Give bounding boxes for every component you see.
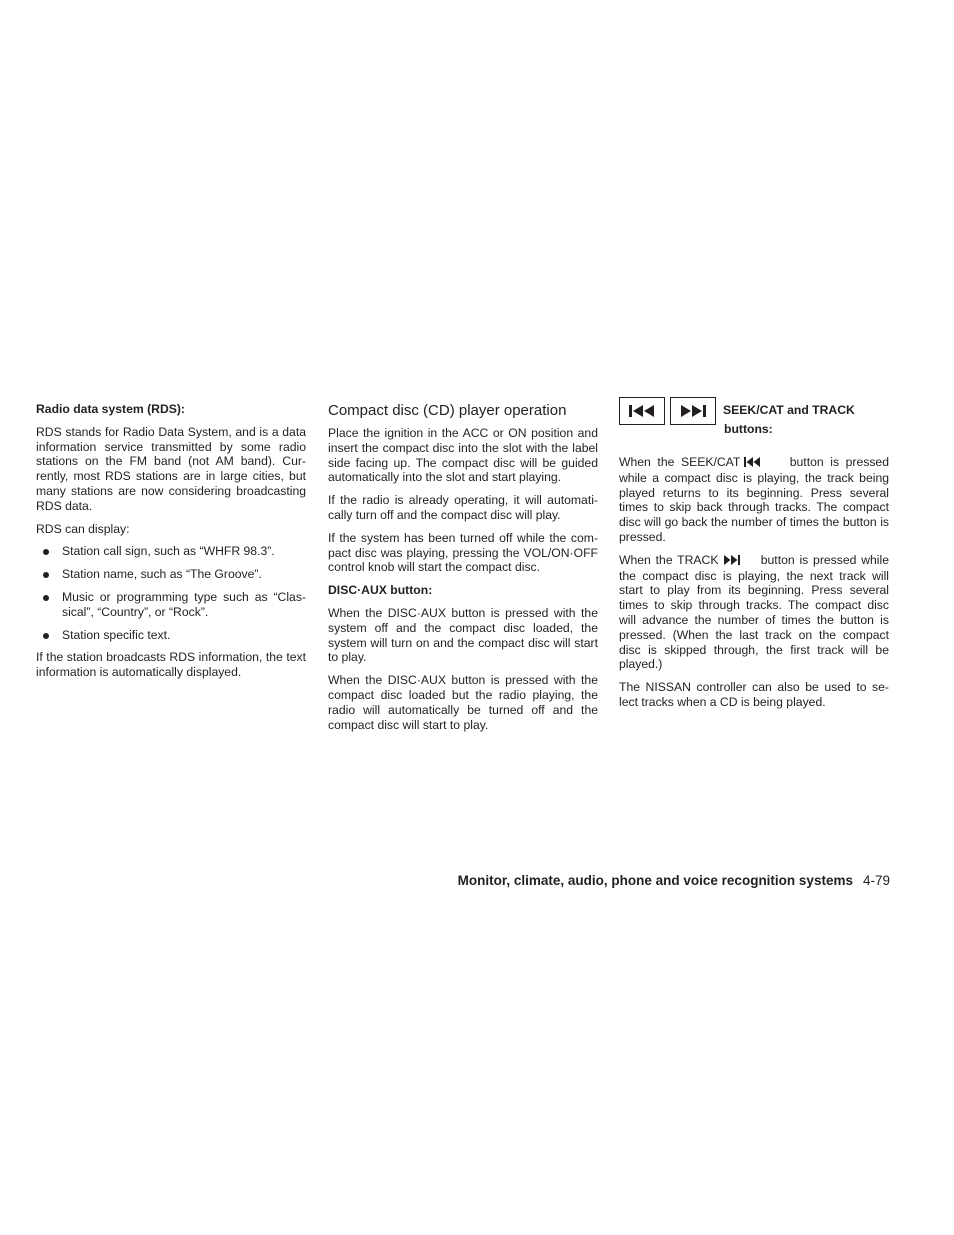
list-item: Station specific text.: [36, 628, 306, 643]
rds-heading: Radio data system (RDS):: [36, 402, 185, 416]
track-forward-icon: [723, 554, 740, 569]
track-paragraph: When the TRACK button is pressed while the compact disc is playing, the next track will start to play from its beginning. Press several times to skip through tracks. The compact disc will advance the number of times the button is pressed. (When the last track on the compact disc is skipped through, the first track will be played.): [619, 552, 890, 672]
seek-track-heading: SEEK/CAT and TRACK buttons:: [723, 403, 855, 436]
left-column: [36, 402, 306, 688]
cd-insert-paragraph: Place the ignition in the ACC or ON position and insert the compact disc into the slot with the label side facing up. The compact disc will be guided automatically into the slot and start playing.: [328, 426, 598, 485]
list-item: Music or programming type such as “Clas-sical”, “Country”, or “Rock”.: [36, 590, 306, 620]
nissan-controller-paragraph: The NISSAN controller can also be used to se-lect tracks when a CD is being played.: [619, 680, 889, 709]
right-column: [619, 397, 889, 718]
bullet-icon: [43, 595, 49, 601]
cd-section-title: Compact disc (CD) player operation: [328, 402, 567, 419]
rds-broadcast-paragraph: If the station broadcasts RDS information, the text information is automatically displayed.: [36, 650, 306, 680]
list-item: Station call sign, such as “WHFR 98.3”.: [36, 544, 306, 559]
disc-aux-heading: DISC·AUX button:: [328, 583, 433, 598]
rds-can-display-text: RDS can display:: [36, 521, 130, 536]
cd-system-off-paragraph: If the system has been turned off while the com-pact disc was playing, pressing the VOL/ON·OFF control knob will start the compact disc.: [328, 530, 598, 575]
seek-track-button-illustration: [619, 397, 889, 447]
disc-aux-paragraph-2: When the DISC·AUX button is pressed with the compact disc loaded but the radio playing, the radio will automatically be turned off and the compact disc will start to play.: [328, 673, 598, 732]
bullet-icon: [43, 633, 49, 639]
cd-radio-operating-paragraph: If the radio is already operating, it will automati-cally turn off and the compact disc will play.: [328, 493, 598, 522]
bullet-icon: [43, 572, 49, 578]
seek-back-icon: [619, 397, 665, 425]
bullet-icon: [43, 549, 49, 555]
disc-aux-paragraph-1: When the DISC·AUX button is pressed with the system off and the compact disc loaded, the system will turn on and the compact disc will start to play.: [328, 605, 598, 665]
rds-display-list: [36, 544, 306, 642]
seek-back-icon: [744, 456, 761, 471]
rds-intro-paragraph: RDS stands for Radio Data System, and is a data information service transmitted by some radio stations on the FM band (not AM band). Cur-rently, most RDS stations are in large cities, but many stations are now considering broadcasting RDS data.: [36, 424, 306, 513]
page-number: 4-79: [862, 873, 890, 888]
track-forward-icon: [670, 397, 716, 425]
middle-column: [328, 402, 598, 740]
list-item: Station name, such as “The Groove”.: [36, 567, 306, 582]
seek-cat-paragraph: When the SEEK/CAT button is pressed while a compact disc is playing, the track being played returns to its beginning. Press several times to skip back through tracks. The compact disc will go back the number of times the button is pressed.: [619, 455, 889, 544]
footer-section-title: Monitor, climate, audio, phone and voice recognition systems: [457, 873, 853, 888]
page-footer: [380, 872, 890, 890]
